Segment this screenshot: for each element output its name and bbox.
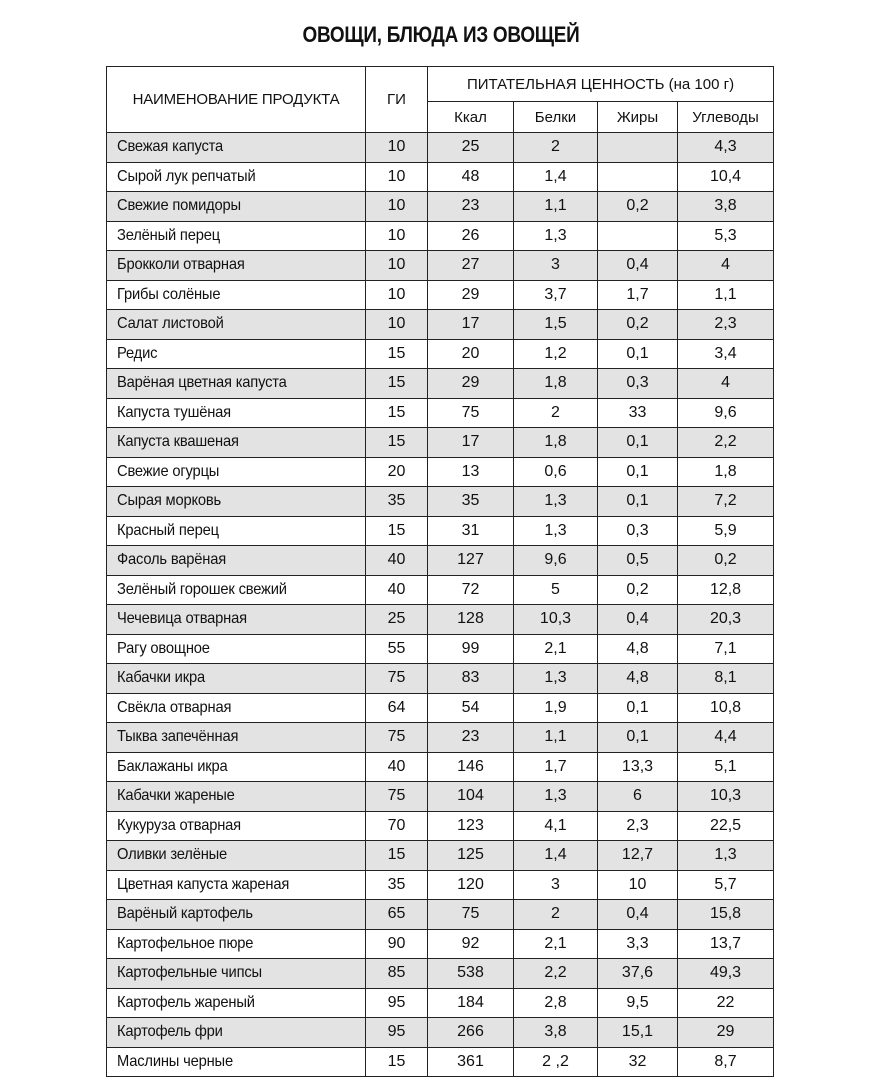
cell-product-name (107, 546, 366, 576)
cell-kcal: 13 (428, 457, 514, 487)
product-name-text: Кукуруза отварная (117, 816, 241, 834)
cell-protein: 1,5 (514, 310, 598, 340)
table-row (107, 457, 774, 487)
cell-product-name (107, 782, 366, 812)
product-name-text: Цветная капуста жареная (117, 875, 290, 893)
cell-carbs: 2,2 (678, 428, 774, 458)
cell-product-name (107, 516, 366, 546)
cell-fat: 0,4 (598, 251, 678, 281)
cell-kcal: 92 (428, 929, 514, 959)
cell-carbs: 3,8 (678, 192, 774, 222)
cell-fat: 0,2 (598, 575, 678, 605)
cell-carbs: 4,4 (678, 723, 774, 753)
product-name-text: Свежие огурцы (117, 462, 220, 480)
table-row (107, 546, 774, 576)
cell-carbs: 4 (678, 369, 774, 399)
cell-fat (598, 221, 678, 251)
cell-fat: 4,8 (598, 664, 678, 694)
cell-fat: 0,5 (598, 546, 678, 576)
cell-kcal: 23 (428, 192, 514, 222)
cell-carbs: 9,6 (678, 398, 774, 428)
cell-carbs: 5,3 (678, 221, 774, 251)
cell-fat: 6 (598, 782, 678, 812)
cell-carbs: 3,4 (678, 339, 774, 369)
cell-fat: 10 (598, 870, 678, 900)
cell-carbs: 0,2 (678, 546, 774, 576)
cell-product-name (107, 693, 366, 723)
cell-gi: 10 (366, 192, 428, 222)
cell-product-name (107, 575, 366, 605)
column-header-name: НАИМЕНОВАНИЕ ПРОДУКТА (107, 67, 366, 133)
cell-kcal: 17 (428, 310, 514, 340)
cell-product-name (107, 605, 366, 635)
table-row (107, 664, 774, 694)
cell-gi: 15 (366, 369, 428, 399)
cell-kcal: 26 (428, 221, 514, 251)
cell-gi: 70 (366, 811, 428, 841)
cell-fat: 33 (598, 398, 678, 428)
cell-protein: 1,4 (514, 841, 598, 871)
cell-product-name (107, 929, 366, 959)
cell-kcal: 29 (428, 369, 514, 399)
cell-product-name (107, 988, 366, 1018)
product-name-text: Капуста квашеная (117, 433, 239, 451)
cell-carbs: 8,1 (678, 664, 774, 694)
product-name-text: Картофельное пюре (117, 934, 254, 952)
table-row (107, 398, 774, 428)
cell-protein: 3,8 (514, 1018, 598, 1048)
cell-protein: 1,3 (514, 487, 598, 517)
table-row (107, 516, 774, 546)
cell-product-name (107, 752, 366, 782)
cell-fat: 0,4 (598, 605, 678, 635)
cell-fat: 0,2 (598, 192, 678, 222)
table-row (107, 811, 774, 841)
product-name-text: Салат листовой (117, 315, 224, 333)
cell-fat: 0,1 (598, 693, 678, 723)
cell-gi: 15 (366, 339, 428, 369)
cell-carbs: 12,8 (678, 575, 774, 605)
cell-gi: 75 (366, 782, 428, 812)
cell-product-name (107, 398, 366, 428)
cell-carbs: 2,3 (678, 310, 774, 340)
cell-protein: 1,4 (514, 162, 598, 192)
product-name-text: Фасоль варёная (117, 551, 227, 569)
table-header-row (107, 67, 774, 102)
cell-gi: 40 (366, 546, 428, 576)
cell-protein: 0,6 (514, 457, 598, 487)
cell-carbs: 4 (678, 251, 774, 281)
column-header-nutrition: ПИТАТЕЛЬНАЯ ЦЕННОСТЬ (на 100 г) (428, 67, 774, 102)
cell-gi: 15 (366, 398, 428, 428)
cell-kcal: 127 (428, 546, 514, 576)
page-title: ОВОЩИ, БЛЮДА ИЗ ОВОЩЕЙ (302, 22, 580, 47)
product-name-text: Картофель жареный (117, 993, 255, 1011)
product-name-text: Свежие помидоры (117, 197, 241, 215)
cell-carbs: 1,8 (678, 457, 774, 487)
cell-gi: 15 (366, 1047, 428, 1077)
cell-protein: 10,3 (514, 605, 598, 635)
table-row (107, 782, 774, 812)
cell-fat: 12,7 (598, 841, 678, 871)
column-header-fat: Жиры (598, 102, 678, 133)
cell-fat: 0,1 (598, 723, 678, 753)
column-header-protein: Белки (514, 102, 598, 133)
cell-gi: 75 (366, 664, 428, 694)
cell-product-name (107, 162, 366, 192)
nutrition-table (106, 66, 774, 1077)
cell-gi: 40 (366, 575, 428, 605)
column-header-gi: ГИ (366, 67, 428, 133)
cell-gi: 35 (366, 870, 428, 900)
cell-carbs: 22 (678, 988, 774, 1018)
cell-carbs: 5,7 (678, 870, 774, 900)
cell-product-name (107, 369, 366, 399)
cell-product-name (107, 251, 366, 281)
cell-protein: 1,1 (514, 192, 598, 222)
table-row (107, 723, 774, 753)
table-row (107, 133, 774, 163)
product-name-text: Зелёный перец (117, 226, 220, 244)
cell-protein: 2 ,2 (514, 1047, 598, 1077)
table-row (107, 221, 774, 251)
product-name-text: Капуста тушёная (117, 403, 231, 421)
cell-kcal: 538 (428, 959, 514, 989)
table-row (107, 752, 774, 782)
table-row (107, 280, 774, 310)
cell-gi: 15 (366, 516, 428, 546)
cell-product-name (107, 221, 366, 251)
table-row (107, 369, 774, 399)
cell-kcal: 99 (428, 634, 514, 664)
cell-carbs: 7,2 (678, 487, 774, 517)
table-body (107, 133, 774, 1077)
cell-carbs: 5,1 (678, 752, 774, 782)
cell-product-name (107, 841, 366, 871)
product-name-text: Тыква запечённая (117, 728, 239, 746)
cell-product-name (107, 870, 366, 900)
cell-product-name (107, 811, 366, 841)
cell-product-name (107, 664, 366, 694)
cell-fat: 1,7 (598, 280, 678, 310)
cell-carbs: 15,8 (678, 900, 774, 930)
cell-kcal: 75 (428, 398, 514, 428)
cell-carbs: 10,8 (678, 693, 774, 723)
cell-kcal: 17 (428, 428, 514, 458)
table-row (107, 162, 774, 192)
table-row (107, 841, 774, 871)
product-name-text: Кабачки икра (117, 669, 205, 687)
cell-protein: 2 (514, 133, 598, 163)
cell-protein: 2 (514, 398, 598, 428)
cell-fat: 13,3 (598, 752, 678, 782)
table-row (107, 1047, 774, 1077)
cell-protein: 1,3 (514, 664, 598, 694)
cell-fat: 37,6 (598, 959, 678, 989)
cell-kcal: 35 (428, 487, 514, 517)
cell-fat: 2,3 (598, 811, 678, 841)
cell-product-name (107, 723, 366, 753)
cell-protein: 2,1 (514, 634, 598, 664)
cell-product-name (107, 310, 366, 340)
cell-gi: 95 (366, 1018, 428, 1048)
table-row (107, 339, 774, 369)
cell-kcal: 123 (428, 811, 514, 841)
cell-carbs: 1,3 (678, 841, 774, 871)
cell-kcal: 83 (428, 664, 514, 694)
cell-gi: 10 (366, 280, 428, 310)
product-name-text: Варёная цветная капуста (117, 374, 287, 392)
cell-protein: 1,3 (514, 221, 598, 251)
cell-protein: 3,7 (514, 280, 598, 310)
cell-gi: 55 (366, 634, 428, 664)
table-row (107, 487, 774, 517)
cell-protein: 1,8 (514, 369, 598, 399)
cell-gi: 65 (366, 900, 428, 930)
cell-protein: 1,9 (514, 693, 598, 723)
cell-kcal: 125 (428, 841, 514, 871)
product-name-text: Красный перец (117, 521, 219, 539)
table-row (107, 575, 774, 605)
product-name-text: Сырой лук репчатый (117, 167, 256, 185)
product-name-text: Кабачки жареные (117, 787, 235, 805)
cell-fat: 0,3 (598, 516, 678, 546)
cell-carbs: 10,4 (678, 162, 774, 192)
cell-protein: 2,2 (514, 959, 598, 989)
cell-carbs: 22,5 (678, 811, 774, 841)
product-name-text: Сырая морковь (117, 492, 222, 510)
table-row (107, 870, 774, 900)
cell-fat: 0,1 (598, 428, 678, 458)
product-name-text: Картофельные чипсы (117, 964, 262, 982)
cell-fat: 0,2 (598, 310, 678, 340)
cell-kcal: 25 (428, 133, 514, 163)
cell-carbs: 49,3 (678, 959, 774, 989)
product-name-text: Рагу овощное (117, 639, 210, 657)
cell-gi: 40 (366, 752, 428, 782)
cell-gi: 35 (366, 487, 428, 517)
cell-fat: 0,1 (598, 339, 678, 369)
product-name-text: Редис (117, 344, 158, 362)
cell-protein: 3 (514, 251, 598, 281)
cell-gi: 85 (366, 959, 428, 989)
cell-protein: 2,8 (514, 988, 598, 1018)
cell-product-name (107, 192, 366, 222)
cell-kcal: 27 (428, 251, 514, 281)
column-header-carbs: Углеводы (678, 102, 774, 133)
column-header-kcal: Ккал (428, 102, 514, 133)
cell-gi: 10 (366, 133, 428, 163)
product-name-text: Картофель фри (117, 1023, 223, 1041)
cell-kcal: 361 (428, 1047, 514, 1077)
cell-gi: 75 (366, 723, 428, 753)
cell-carbs: 5,9 (678, 516, 774, 546)
cell-carbs: 7,1 (678, 634, 774, 664)
product-name-text: Баклажаны икра (117, 757, 228, 775)
cell-fat: 0,3 (598, 369, 678, 399)
cell-gi: 15 (366, 428, 428, 458)
cell-fat (598, 133, 678, 163)
cell-gi: 90 (366, 929, 428, 959)
cell-protein: 2 (514, 900, 598, 930)
table-row (107, 428, 774, 458)
cell-kcal: 266 (428, 1018, 514, 1048)
cell-carbs: 8,7 (678, 1047, 774, 1077)
product-name-text: Чечевица отварная (117, 610, 247, 628)
cell-product-name (107, 1018, 366, 1048)
cell-protein: 5 (514, 575, 598, 605)
table-row (107, 1018, 774, 1048)
cell-protein: 4,1 (514, 811, 598, 841)
table-row (107, 251, 774, 281)
cell-carbs: 13,7 (678, 929, 774, 959)
cell-fat: 9,5 (598, 988, 678, 1018)
cell-carbs: 1,1 (678, 280, 774, 310)
cell-product-name (107, 133, 366, 163)
product-name-text: Маслины черные (117, 1052, 233, 1070)
cell-kcal: 184 (428, 988, 514, 1018)
cell-product-name (107, 280, 366, 310)
cell-protein: 9,6 (514, 546, 598, 576)
cell-fat (598, 162, 678, 192)
cell-gi: 10 (366, 221, 428, 251)
cell-protein: 3 (514, 870, 598, 900)
cell-carbs: 29 (678, 1018, 774, 1048)
product-name-text: Свежая капуста (117, 138, 224, 156)
cell-gi: 20 (366, 457, 428, 487)
cell-kcal: 48 (428, 162, 514, 192)
cell-kcal: 120 (428, 870, 514, 900)
cell-protein: 1,1 (514, 723, 598, 753)
cell-carbs: 20,3 (678, 605, 774, 635)
product-name-text: Свёкла отварная (117, 698, 232, 716)
cell-protein: 1,2 (514, 339, 598, 369)
cell-protein: 1,8 (514, 428, 598, 458)
cell-product-name (107, 457, 366, 487)
cell-gi: 95 (366, 988, 428, 1018)
product-name-text: Зелёный горошек свежий (117, 580, 287, 598)
table-row (107, 929, 774, 959)
cell-carbs: 4,3 (678, 133, 774, 163)
product-name-text: Оливки зелёные (117, 846, 228, 864)
cell-protein: 1,3 (514, 782, 598, 812)
cell-fat: 0,1 (598, 457, 678, 487)
cell-fat: 15,1 (598, 1018, 678, 1048)
cell-kcal: 146 (428, 752, 514, 782)
product-name-text: Брокколи отварная (117, 256, 245, 274)
table-row (107, 900, 774, 930)
cell-product-name (107, 634, 366, 664)
cell-fat: 0,1 (598, 487, 678, 517)
cell-product-name (107, 487, 366, 517)
cell-gi: 10 (366, 310, 428, 340)
cell-gi: 10 (366, 162, 428, 192)
product-name-text: Грибы солёные (117, 285, 221, 303)
cell-fat: 4,8 (598, 634, 678, 664)
cell-gi: 25 (366, 605, 428, 635)
cell-protein: 2,1 (514, 929, 598, 959)
cell-kcal: 75 (428, 900, 514, 930)
table-row (107, 605, 774, 635)
cell-product-name (107, 339, 366, 369)
cell-kcal: 72 (428, 575, 514, 605)
cell-kcal: 128 (428, 605, 514, 635)
cell-gi: 15 (366, 841, 428, 871)
cell-kcal: 31 (428, 516, 514, 546)
cell-protein: 1,3 (514, 516, 598, 546)
cell-kcal: 29 (428, 280, 514, 310)
cell-kcal: 20 (428, 339, 514, 369)
table-row (107, 959, 774, 989)
cell-kcal: 104 (428, 782, 514, 812)
table-row (107, 988, 774, 1018)
cell-carbs: 10,3 (678, 782, 774, 812)
cell-kcal: 54 (428, 693, 514, 723)
cell-fat: 3,3 (598, 929, 678, 959)
cell-product-name (107, 428, 366, 458)
cell-fat: 0,4 (598, 900, 678, 930)
cell-product-name (107, 900, 366, 930)
cell-protein: 1,7 (514, 752, 598, 782)
table-row (107, 192, 774, 222)
cell-product-name (107, 959, 366, 989)
cell-fat: 32 (598, 1047, 678, 1077)
cell-product-name (107, 1047, 366, 1077)
cell-gi: 64 (366, 693, 428, 723)
table-row (107, 634, 774, 664)
product-name-text: Варёный картофель (117, 905, 253, 923)
table-row (107, 310, 774, 340)
cell-gi: 10 (366, 251, 428, 281)
cell-kcal: 23 (428, 723, 514, 753)
table-row (107, 693, 774, 723)
